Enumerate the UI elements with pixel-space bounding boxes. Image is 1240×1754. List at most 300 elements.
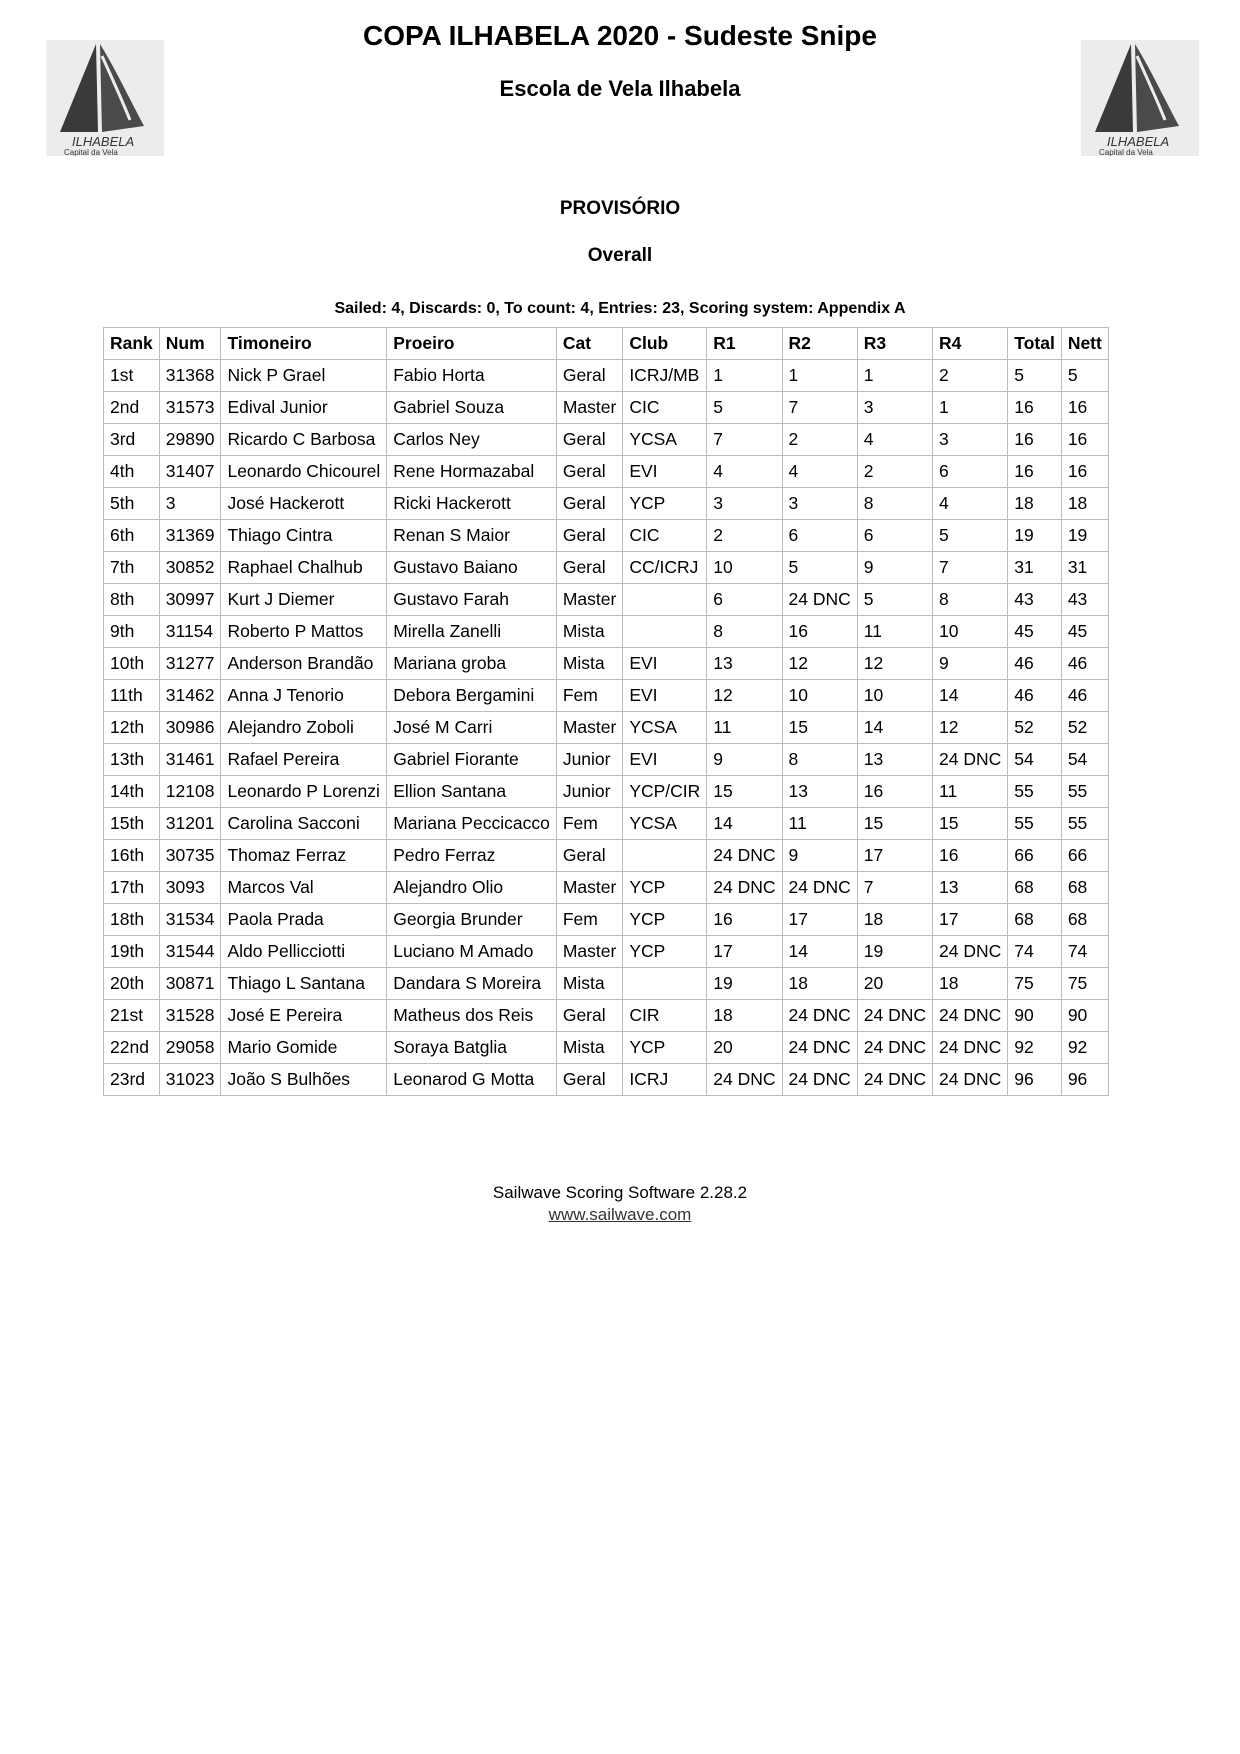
table-row — [104, 712, 1109, 744]
table-cell: Mario Gomide — [221, 1032, 387, 1064]
table-cell: 43 — [1008, 584, 1062, 616]
table-cell: 11 — [707, 712, 782, 744]
table-cell: 24 DNC — [782, 584, 857, 616]
table-cell: 9 — [707, 744, 782, 776]
table-cell: ICRJ/MB — [623, 360, 707, 392]
table-cell: 4th — [104, 456, 160, 488]
table-cell: 16 — [1061, 456, 1108, 488]
table-cell — [623, 584, 707, 616]
table-cell: 18 — [857, 904, 932, 936]
table-cell: 18th — [104, 904, 160, 936]
table-row — [104, 776, 1109, 808]
table-cell: 11th — [104, 680, 160, 712]
table-cell: Master — [556, 712, 622, 744]
table-row — [104, 840, 1109, 872]
table-row — [104, 744, 1109, 776]
table-cell: Kurt J Diemer — [221, 584, 387, 616]
table-cell: 5 — [1061, 360, 1108, 392]
table-cell: 24 DNC — [707, 840, 782, 872]
table-cell: 14 — [857, 712, 932, 744]
table-row — [104, 968, 1109, 1000]
table-cell: Geral — [556, 488, 622, 520]
table-cell: 2 — [707, 520, 782, 552]
table-cell: 6 — [782, 520, 857, 552]
table-cell: 66 — [1008, 840, 1062, 872]
table-cell: João S Bulhões — [221, 1064, 387, 1096]
table-cell: Matheus dos Reis — [387, 1000, 557, 1032]
table-cell: YCP — [623, 936, 707, 968]
table-cell: 52 — [1061, 712, 1108, 744]
column-header: Timoneiro — [221, 328, 387, 360]
table-row — [104, 520, 1109, 552]
table-cell: Pedro Ferraz — [387, 840, 557, 872]
table-cell: Junior — [556, 744, 622, 776]
table-cell: Geral — [556, 456, 622, 488]
table-cell: Mista — [556, 968, 622, 1000]
table-cell: 31544 — [159, 936, 221, 968]
table-cell: Thiago Cintra — [221, 520, 387, 552]
table-cell: 20 — [857, 968, 932, 1000]
table-cell: Debora Bergamini — [387, 680, 557, 712]
table-row — [104, 392, 1109, 424]
table-cell: 2 — [782, 424, 857, 456]
table-cell: 43 — [1061, 584, 1108, 616]
table-cell: Gustavo Farah — [387, 584, 557, 616]
table-cell: 55 — [1008, 808, 1062, 840]
table-cell: 10 — [707, 552, 782, 584]
table-cell: 10th — [104, 648, 160, 680]
table-cell: 1st — [104, 360, 160, 392]
table-cell: 31462 — [159, 680, 221, 712]
table-cell: 16 — [857, 776, 932, 808]
table-cell: Mirella Zanelli — [387, 616, 557, 648]
table-cell: 3 — [857, 392, 932, 424]
table-cell: Carlos Ney — [387, 424, 557, 456]
table-cell: 13 — [782, 776, 857, 808]
table-cell: 31154 — [159, 616, 221, 648]
table-cell: 18 — [1008, 488, 1062, 520]
table-cell: 18 — [933, 968, 1008, 1000]
table-cell: YCP/CIR — [623, 776, 707, 808]
table-cell: 55 — [1061, 776, 1108, 808]
table-cell: Edival Junior — [221, 392, 387, 424]
table-cell: 30986 — [159, 712, 221, 744]
table-cell: 15th — [104, 808, 160, 840]
table-row — [104, 616, 1109, 648]
table-cell: Rene Hormazabal — [387, 456, 557, 488]
table-cell: Master — [556, 872, 622, 904]
table-row — [104, 424, 1109, 456]
table-cell: Geral — [556, 520, 622, 552]
table-cell: 12 — [857, 648, 932, 680]
table-cell: 3093 — [159, 872, 221, 904]
table-cell: 8 — [857, 488, 932, 520]
table-cell: Dandara S Moreira — [387, 968, 557, 1000]
table-cell: 15 — [782, 712, 857, 744]
table-row — [104, 360, 1109, 392]
table-cell: 24 DNC — [933, 1032, 1008, 1064]
table-cell: 3 — [782, 488, 857, 520]
table-cell: 12 — [933, 712, 1008, 744]
table-cell: 31 — [1061, 552, 1108, 584]
table-cell: 16 — [1061, 424, 1108, 456]
table-cell: ICRJ — [623, 1064, 707, 1096]
table-cell: Leonarod G Motta — [387, 1064, 557, 1096]
column-header: Cat — [556, 328, 622, 360]
table-cell: 5 — [782, 552, 857, 584]
table-cell: 19 — [857, 936, 932, 968]
footer-link-wrap — [0, 1205, 1240, 1225]
table-cell: CIR — [623, 1000, 707, 1032]
table-cell: Master — [556, 936, 622, 968]
table-cell: Geral — [556, 552, 622, 584]
column-header: Num — [159, 328, 221, 360]
table-cell: 24 DNC — [782, 1000, 857, 1032]
column-header: Club — [623, 328, 707, 360]
table-row — [104, 456, 1109, 488]
table-cell: Gustavo Baiano — [387, 552, 557, 584]
table-row — [104, 872, 1109, 904]
table-cell — [623, 840, 707, 872]
status-heading: PROVISÓRIO — [559, 198, 681, 219]
column-header: Nett — [1061, 328, 1108, 360]
column-header: R4 — [933, 328, 1008, 360]
table-row — [104, 1000, 1109, 1032]
table-cell: 7 — [857, 872, 932, 904]
table-cell: 5 — [933, 520, 1008, 552]
table-cell: Paola Prada — [221, 904, 387, 936]
table-cell: 15 — [933, 808, 1008, 840]
table-cell: 8 — [933, 584, 1008, 616]
page-subtitle: Escola de Vela Ilhabela — [499, 76, 741, 101]
table-row — [104, 488, 1109, 520]
table-cell: 74 — [1061, 936, 1108, 968]
table-row — [104, 936, 1109, 968]
table-cell: 14 — [933, 680, 1008, 712]
table-cell: 19th — [104, 936, 160, 968]
table-cell: 6th — [104, 520, 160, 552]
table-cell: 31277 — [159, 648, 221, 680]
table-cell: 12th — [104, 712, 160, 744]
table-cell: Anna J Tenorio — [221, 680, 387, 712]
table-cell: 54 — [1008, 744, 1062, 776]
table-cell: 18 — [1061, 488, 1108, 520]
table-cell: 30852 — [159, 552, 221, 584]
table-cell: 16 — [1008, 424, 1062, 456]
table-cell: Rafael Pereira — [221, 744, 387, 776]
table-cell: José E Pereira — [221, 1000, 387, 1032]
column-header: R2 — [782, 328, 857, 360]
table-cell: 16 — [1061, 392, 1108, 424]
table-row — [104, 904, 1109, 936]
table-cell: 31368 — [159, 360, 221, 392]
table-cell: 16 — [1008, 456, 1062, 488]
scoring-summary: Sailed: 4, Discards: 0, To count: 4, Entries: 23, Scoring system: Appendix A — [334, 300, 906, 317]
table-cell: Georgia Brunder — [387, 904, 557, 936]
table-cell: Ricardo C Barbosa — [221, 424, 387, 456]
table-cell: 7 — [707, 424, 782, 456]
table-cell: 31201 — [159, 808, 221, 840]
column-header: R1 — [707, 328, 782, 360]
table-row — [104, 1064, 1109, 1096]
table-cell: 14th — [104, 776, 160, 808]
table-cell: 45 — [1061, 616, 1108, 648]
table-cell: 46 — [1008, 680, 1062, 712]
table-cell: Ellion Santana — [387, 776, 557, 808]
table-cell: YCP — [623, 872, 707, 904]
table-cell: YCSA — [623, 424, 707, 456]
table-cell: Geral — [556, 424, 622, 456]
table-cell — [623, 616, 707, 648]
table-cell: 92 — [1061, 1032, 1108, 1064]
table-cell: José Hackerott — [221, 488, 387, 520]
table-cell: 20th — [104, 968, 160, 1000]
table-cell: Master — [556, 392, 622, 424]
table-cell: Gabriel Souza — [387, 392, 557, 424]
table-cell: CC/ICRJ — [623, 552, 707, 584]
table-cell: 14 — [782, 936, 857, 968]
table-cell: Aldo Pellicciotti — [221, 936, 387, 968]
table-row — [104, 584, 1109, 616]
table-cell: Fem — [556, 680, 622, 712]
table-cell: 31528 — [159, 1000, 221, 1032]
table-cell: 9th — [104, 616, 160, 648]
table-cell: 8th — [104, 584, 160, 616]
table-cell: 1 — [857, 360, 932, 392]
table-cell: 9 — [782, 840, 857, 872]
table-cell: Marcos Val — [221, 872, 387, 904]
column-header: Total — [1008, 328, 1062, 360]
table-cell: Geral — [556, 360, 622, 392]
table-cell: 90 — [1061, 1000, 1108, 1032]
table-row — [104, 808, 1109, 840]
table-cell: Mista — [556, 616, 622, 648]
table-cell: 46 — [1061, 680, 1108, 712]
table-cell: 68 — [1061, 904, 1108, 936]
table-cell: Ricki Hackerott — [387, 488, 557, 520]
table-cell: 16 — [782, 616, 857, 648]
table-cell: 11 — [782, 808, 857, 840]
software-credit: Sailwave Scoring Software 2.28.2 — [492, 1183, 748, 1202]
table-cell: YCP — [623, 488, 707, 520]
results-table — [103, 327, 1109, 1096]
table-cell: 11 — [933, 776, 1008, 808]
table-cell — [623, 968, 707, 1000]
table-cell: 12108 — [159, 776, 221, 808]
table-cell: 13 — [933, 872, 1008, 904]
table-cell: 1 — [707, 360, 782, 392]
table-cell: 74 — [1008, 936, 1062, 968]
table-cell: 30735 — [159, 840, 221, 872]
table-cell: 3 — [159, 488, 221, 520]
table-cell: 4 — [857, 424, 932, 456]
table-cell: Nick P Grael — [221, 360, 387, 392]
table-cell: 14 — [707, 808, 782, 840]
table-cell: 15 — [857, 808, 932, 840]
table-cell: Mariana Peccicacco — [387, 808, 557, 840]
table-cell: José M Carri — [387, 712, 557, 744]
table-cell: EVI — [623, 680, 707, 712]
table-cell: 18 — [707, 1000, 782, 1032]
table-cell: 92 — [1008, 1032, 1062, 1064]
table-cell: 1 — [782, 360, 857, 392]
table-cell: 96 — [1061, 1064, 1108, 1096]
table-cell: 13 — [857, 744, 932, 776]
table-cell: 13 — [707, 648, 782, 680]
table-cell: 24 DNC — [707, 872, 782, 904]
table-cell: 19 — [707, 968, 782, 1000]
table-cell: 55 — [1008, 776, 1062, 808]
table-header-row — [104, 328, 1109, 360]
table-cell: 24 DNC — [933, 744, 1008, 776]
table-cell: Renan S Maior — [387, 520, 557, 552]
table-cell: 2nd — [104, 392, 160, 424]
table-cell: 17 — [857, 840, 932, 872]
table-cell: 24 DNC — [857, 1000, 932, 1032]
table-cell: 68 — [1008, 872, 1062, 904]
table-cell: 29890 — [159, 424, 221, 456]
table-cell: 10 — [782, 680, 857, 712]
table-cell: 31 — [1008, 552, 1062, 584]
series-heading: Overall — [587, 245, 653, 266]
table-cell: CIC — [623, 392, 707, 424]
table-cell: 7 — [933, 552, 1008, 584]
table-cell: 31369 — [159, 520, 221, 552]
table-cell: 90 — [1008, 1000, 1062, 1032]
table-cell: Mista — [556, 1032, 622, 1064]
table-cell: 68 — [1061, 872, 1108, 904]
table-cell: EVI — [623, 456, 707, 488]
table-cell: CIC — [623, 520, 707, 552]
table-cell: Geral — [556, 1064, 622, 1096]
table-cell: 3rd — [104, 424, 160, 456]
column-header: R3 — [857, 328, 932, 360]
table-cell: 9 — [857, 552, 932, 584]
table-cell: Leonardo Chicourel — [221, 456, 387, 488]
table-cell: 6 — [857, 520, 932, 552]
table-cell: 46 — [1061, 648, 1108, 680]
logo-name: ILHABELA — [1107, 134, 1170, 149]
table-cell: EVI — [623, 744, 707, 776]
table-cell: Roberto P Mattos — [221, 616, 387, 648]
table-cell: Mista — [556, 648, 622, 680]
table-cell: 54 — [1061, 744, 1108, 776]
table-cell: YCSA — [623, 712, 707, 744]
table-cell: 7 — [782, 392, 857, 424]
table-cell: 75 — [1008, 968, 1062, 1000]
table-cell: 5 — [1008, 360, 1062, 392]
table-cell: 4 — [782, 456, 857, 488]
sailwave-link[interactable]: www.sailwave.com — [548, 1205, 692, 1224]
table-cell: Junior — [556, 776, 622, 808]
table-cell: 52 — [1008, 712, 1062, 744]
table-cell: 10 — [857, 680, 932, 712]
logo-name: ILHABELA — [72, 134, 135, 149]
table-cell: 75 — [1061, 968, 1108, 1000]
table-row — [104, 680, 1109, 712]
table-cell: 24 DNC — [857, 1032, 932, 1064]
table-cell: 16 — [1008, 392, 1062, 424]
table-row — [104, 1032, 1109, 1064]
table-cell: 8 — [782, 744, 857, 776]
table-cell: 23rd — [104, 1064, 160, 1096]
table-cell: 3 — [933, 424, 1008, 456]
table-row — [104, 648, 1109, 680]
table-cell: Alejandro Olio — [387, 872, 557, 904]
table-cell: Raphael Chalhub — [221, 552, 387, 584]
table-cell: Gabriel Fiorante — [387, 744, 557, 776]
table-cell: 46 — [1008, 648, 1062, 680]
table-cell: 11 — [857, 616, 932, 648]
table-cell: 5th — [104, 488, 160, 520]
table-cell: 12 — [782, 648, 857, 680]
table-cell: YCP — [623, 904, 707, 936]
logo-tagline: Capital da Vela — [1099, 148, 1153, 156]
table-cell: 6 — [933, 456, 1008, 488]
table-cell: 24 DNC — [933, 936, 1008, 968]
table-cell: Anderson Brandão — [221, 648, 387, 680]
table-cell: 66 — [1061, 840, 1108, 872]
page-title: COPA ILHABELA 2020 - Sudeste Snipe — [363, 20, 877, 51]
table-cell: 5 — [707, 392, 782, 424]
table-cell: Thiago L Santana — [221, 968, 387, 1000]
table-cell: 19 — [1061, 520, 1108, 552]
table-cell: YCP — [623, 1032, 707, 1064]
table-cell: 9 — [933, 648, 1008, 680]
table-cell: 17th — [104, 872, 160, 904]
table-cell: 8 — [707, 616, 782, 648]
table-cell: 31534 — [159, 904, 221, 936]
table-cell: 31407 — [159, 456, 221, 488]
table-cell: 22nd — [104, 1032, 160, 1064]
table-cell: 3 — [707, 488, 782, 520]
table-cell: 96 — [1008, 1064, 1062, 1096]
table-cell: 30997 — [159, 584, 221, 616]
table-cell: 15 — [707, 776, 782, 808]
table-cell: 2 — [857, 456, 932, 488]
table-cell: 19 — [1008, 520, 1062, 552]
table-cell: Soraya Batglia — [387, 1032, 557, 1064]
table-cell: 16 — [933, 840, 1008, 872]
table-cell: 16th — [104, 840, 160, 872]
table-cell: Fem — [556, 808, 622, 840]
table-cell: 24 DNC — [782, 872, 857, 904]
table-cell: 29058 — [159, 1032, 221, 1064]
table-cell: 12 — [707, 680, 782, 712]
table-cell: Alejandro Zoboli — [221, 712, 387, 744]
table-cell: 45 — [1008, 616, 1062, 648]
table-cell: Leonardo P Lorenzi — [221, 776, 387, 808]
table-cell: Thomaz Ferraz — [221, 840, 387, 872]
table-cell: Mariana groba — [387, 648, 557, 680]
table-cell: 17 — [933, 904, 1008, 936]
table-cell: 10 — [933, 616, 1008, 648]
table-cell: 1 — [933, 392, 1008, 424]
table-cell: 24 DNC — [707, 1064, 782, 1096]
table-cell: 4 — [707, 456, 782, 488]
table-cell: 4 — [933, 488, 1008, 520]
table-cell: Luciano M Amado — [387, 936, 557, 968]
table-cell: Geral — [556, 840, 622, 872]
table-cell: 24 DNC — [933, 1064, 1008, 1096]
table-cell: 21st — [104, 1000, 160, 1032]
table-cell: 31461 — [159, 744, 221, 776]
table-cell: 5 — [857, 584, 932, 616]
table-cell: 31573 — [159, 392, 221, 424]
table-cell: 16 — [707, 904, 782, 936]
table-cell: 30871 — [159, 968, 221, 1000]
table-cell: 18 — [782, 968, 857, 1000]
